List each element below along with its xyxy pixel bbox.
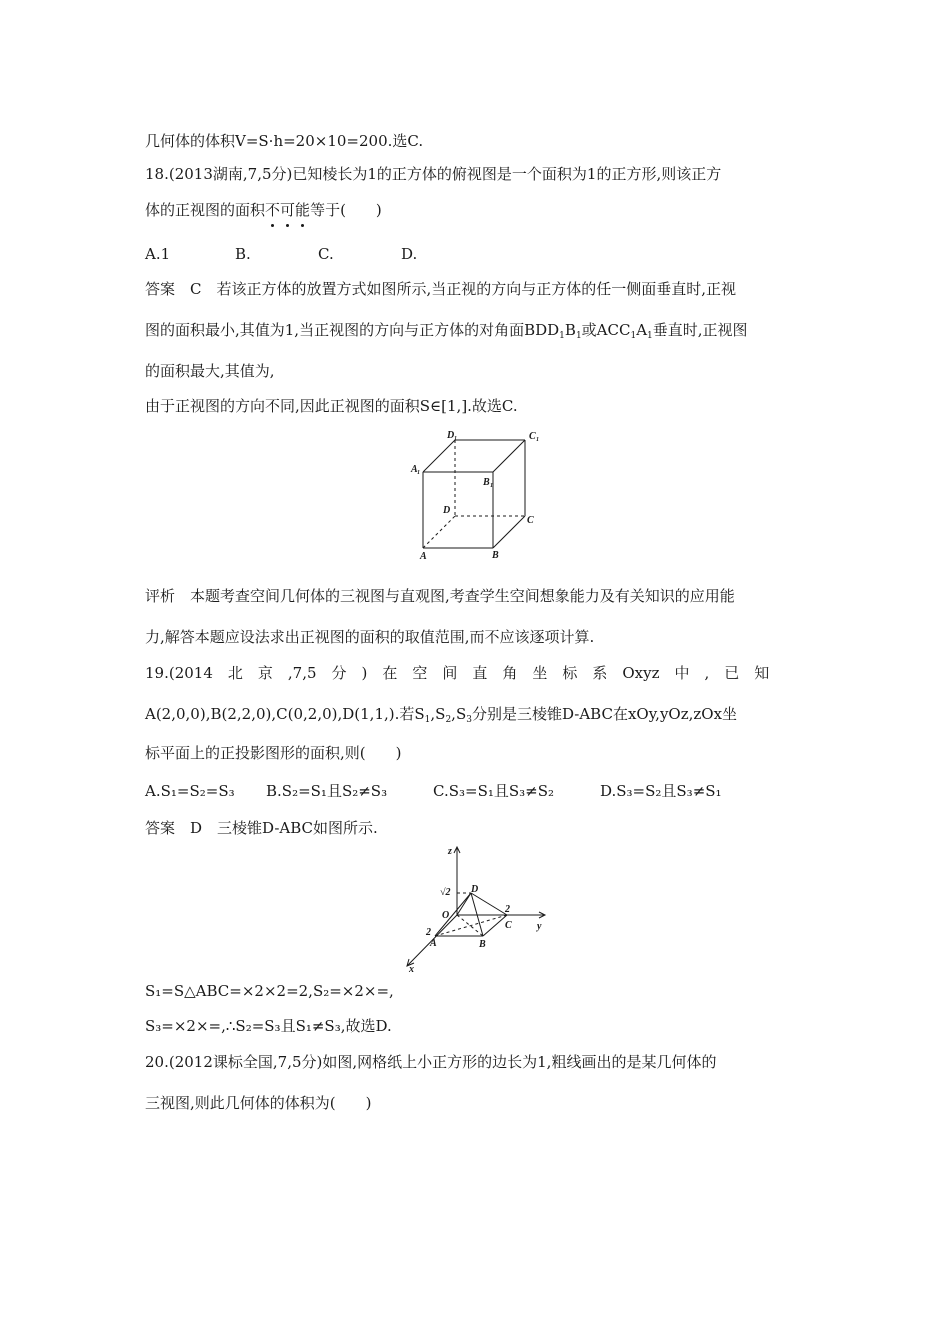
svg-text:1: 1 bbox=[490, 483, 493, 489]
text-line: 几何体的体积V=S·h=20×10=200.选C. bbox=[145, 132, 424, 150]
label-d: D bbox=[443, 505, 451, 516]
label-d1: D bbox=[447, 430, 455, 441]
label-o: O bbox=[442, 910, 450, 921]
option-c: C.S₃=S₁且S₃≠S₂ bbox=[433, 782, 555, 800]
tick-2-y: 2 bbox=[505, 904, 510, 915]
tick-2-x: 2 bbox=[426, 927, 431, 938]
label-a1: A bbox=[411, 464, 418, 475]
question-19-stem-cont: A(2,0,0),B(2,2,0),C(0,2,0),D(1,1,).若$S_1,S_2,S_3$分别是三棱锥D-ABC在xOy,yOz,zOx坐 bbox=[145, 705, 738, 725]
axis-x-label: x bbox=[409, 964, 414, 973]
svg-text:1: 1 bbox=[417, 470, 420, 476]
svg-text:1: 1 bbox=[536, 437, 539, 443]
label-c1: C bbox=[529, 431, 536, 442]
option-a: A.S₁=S₂=S₃ bbox=[145, 782, 235, 800]
option-d: D. bbox=[401, 245, 418, 263]
pyramid-figure bbox=[395, 843, 560, 973]
answer-18-cont2: 的面积最大,其值为, bbox=[145, 362, 275, 380]
question-20-stem-cont: 三视图,则此几何体的体积为( ) bbox=[145, 1094, 372, 1112]
emphasis-dots: 不可能 bbox=[265, 201, 311, 219]
question-19-stem: 19.(2014 北 京 ,7,5 分 ) 在 空 间 直 角 坐 标 系 Oxyz 中 , 已 知 bbox=[145, 664, 770, 682]
question-19-stem-end: 标平面上的正投影图形的面积,则( ) bbox=[145, 744, 402, 762]
label-b1: B bbox=[483, 477, 490, 488]
tick-sqrt2: √2 bbox=[440, 887, 451, 898]
question-18-stem-cont: 体的正视图的面积不可能等于( ) bbox=[145, 201, 382, 219]
question-20-stem: 20.(2012课标全国,7,5分)如图,网格纸上小正方形的边长为1,粗线画出的是某几何体的 bbox=[145, 1053, 717, 1071]
answer-19: 答案 D 三棱锥D-ABC如图所示. bbox=[145, 819, 378, 837]
question-18-stem: 18.(2013湖南,7,5分)已知棱长为1的正方体的俯视图是一个面积为1的正方形,则该正方 bbox=[145, 165, 722, 183]
option-c: C. bbox=[318, 245, 334, 263]
answer-18: 答案 C 若该正方体的放置方式如图所示,当正视的方向与正方体的任一侧面垂直时,正视 bbox=[145, 280, 737, 298]
option-b: B. bbox=[235, 245, 251, 263]
svg-text:1: 1 bbox=[454, 436, 457, 442]
axis-y-label: y bbox=[537, 921, 542, 932]
comment-18-cont: 力,解答本题应设法求出正视图的面积的取值范围,而不应该逐项计算. bbox=[145, 628, 595, 646]
label-b: B bbox=[479, 939, 486, 950]
answer-18-cont: 图的面积最小,其值为1,当正视图的方向与正方体的对角面$BDD_1B_1$或$ACC_1A_1$垂直时,正视图 bbox=[145, 321, 748, 341]
answer-18-conclusion: 由于正视图的方向不同,因此正视图的面积S∈[1,].故选C. bbox=[145, 397, 518, 415]
calc-19-line2: S₃=×2×=,∴S₂=S₃且S₁≠S₃,故选D. bbox=[145, 1017, 392, 1035]
option-b: B.S₂=S₁且S₂≠S₃ bbox=[266, 782, 388, 800]
option-a: A.1 bbox=[145, 245, 171, 263]
option-d: D.S₃=S₂且S₃≠S₁ bbox=[600, 782, 722, 800]
cube-figure bbox=[405, 425, 555, 565]
label-a: A bbox=[430, 938, 437, 949]
label-d: D bbox=[471, 884, 479, 895]
calc-19-line1: S₁=S△ABC=×2×2=2,S₂=×2×=, bbox=[145, 982, 394, 1000]
label-c: C bbox=[505, 920, 512, 931]
axis-z-label: z bbox=[448, 846, 452, 857]
label-c: C bbox=[527, 515, 534, 526]
label-b: B bbox=[492, 550, 499, 561]
label-a: A bbox=[420, 551, 427, 562]
comment-18: 评析 本题考查空间几何体的三视图与直观图,考查学生空间想象能力及有关知识的应用能 bbox=[145, 587, 735, 605]
